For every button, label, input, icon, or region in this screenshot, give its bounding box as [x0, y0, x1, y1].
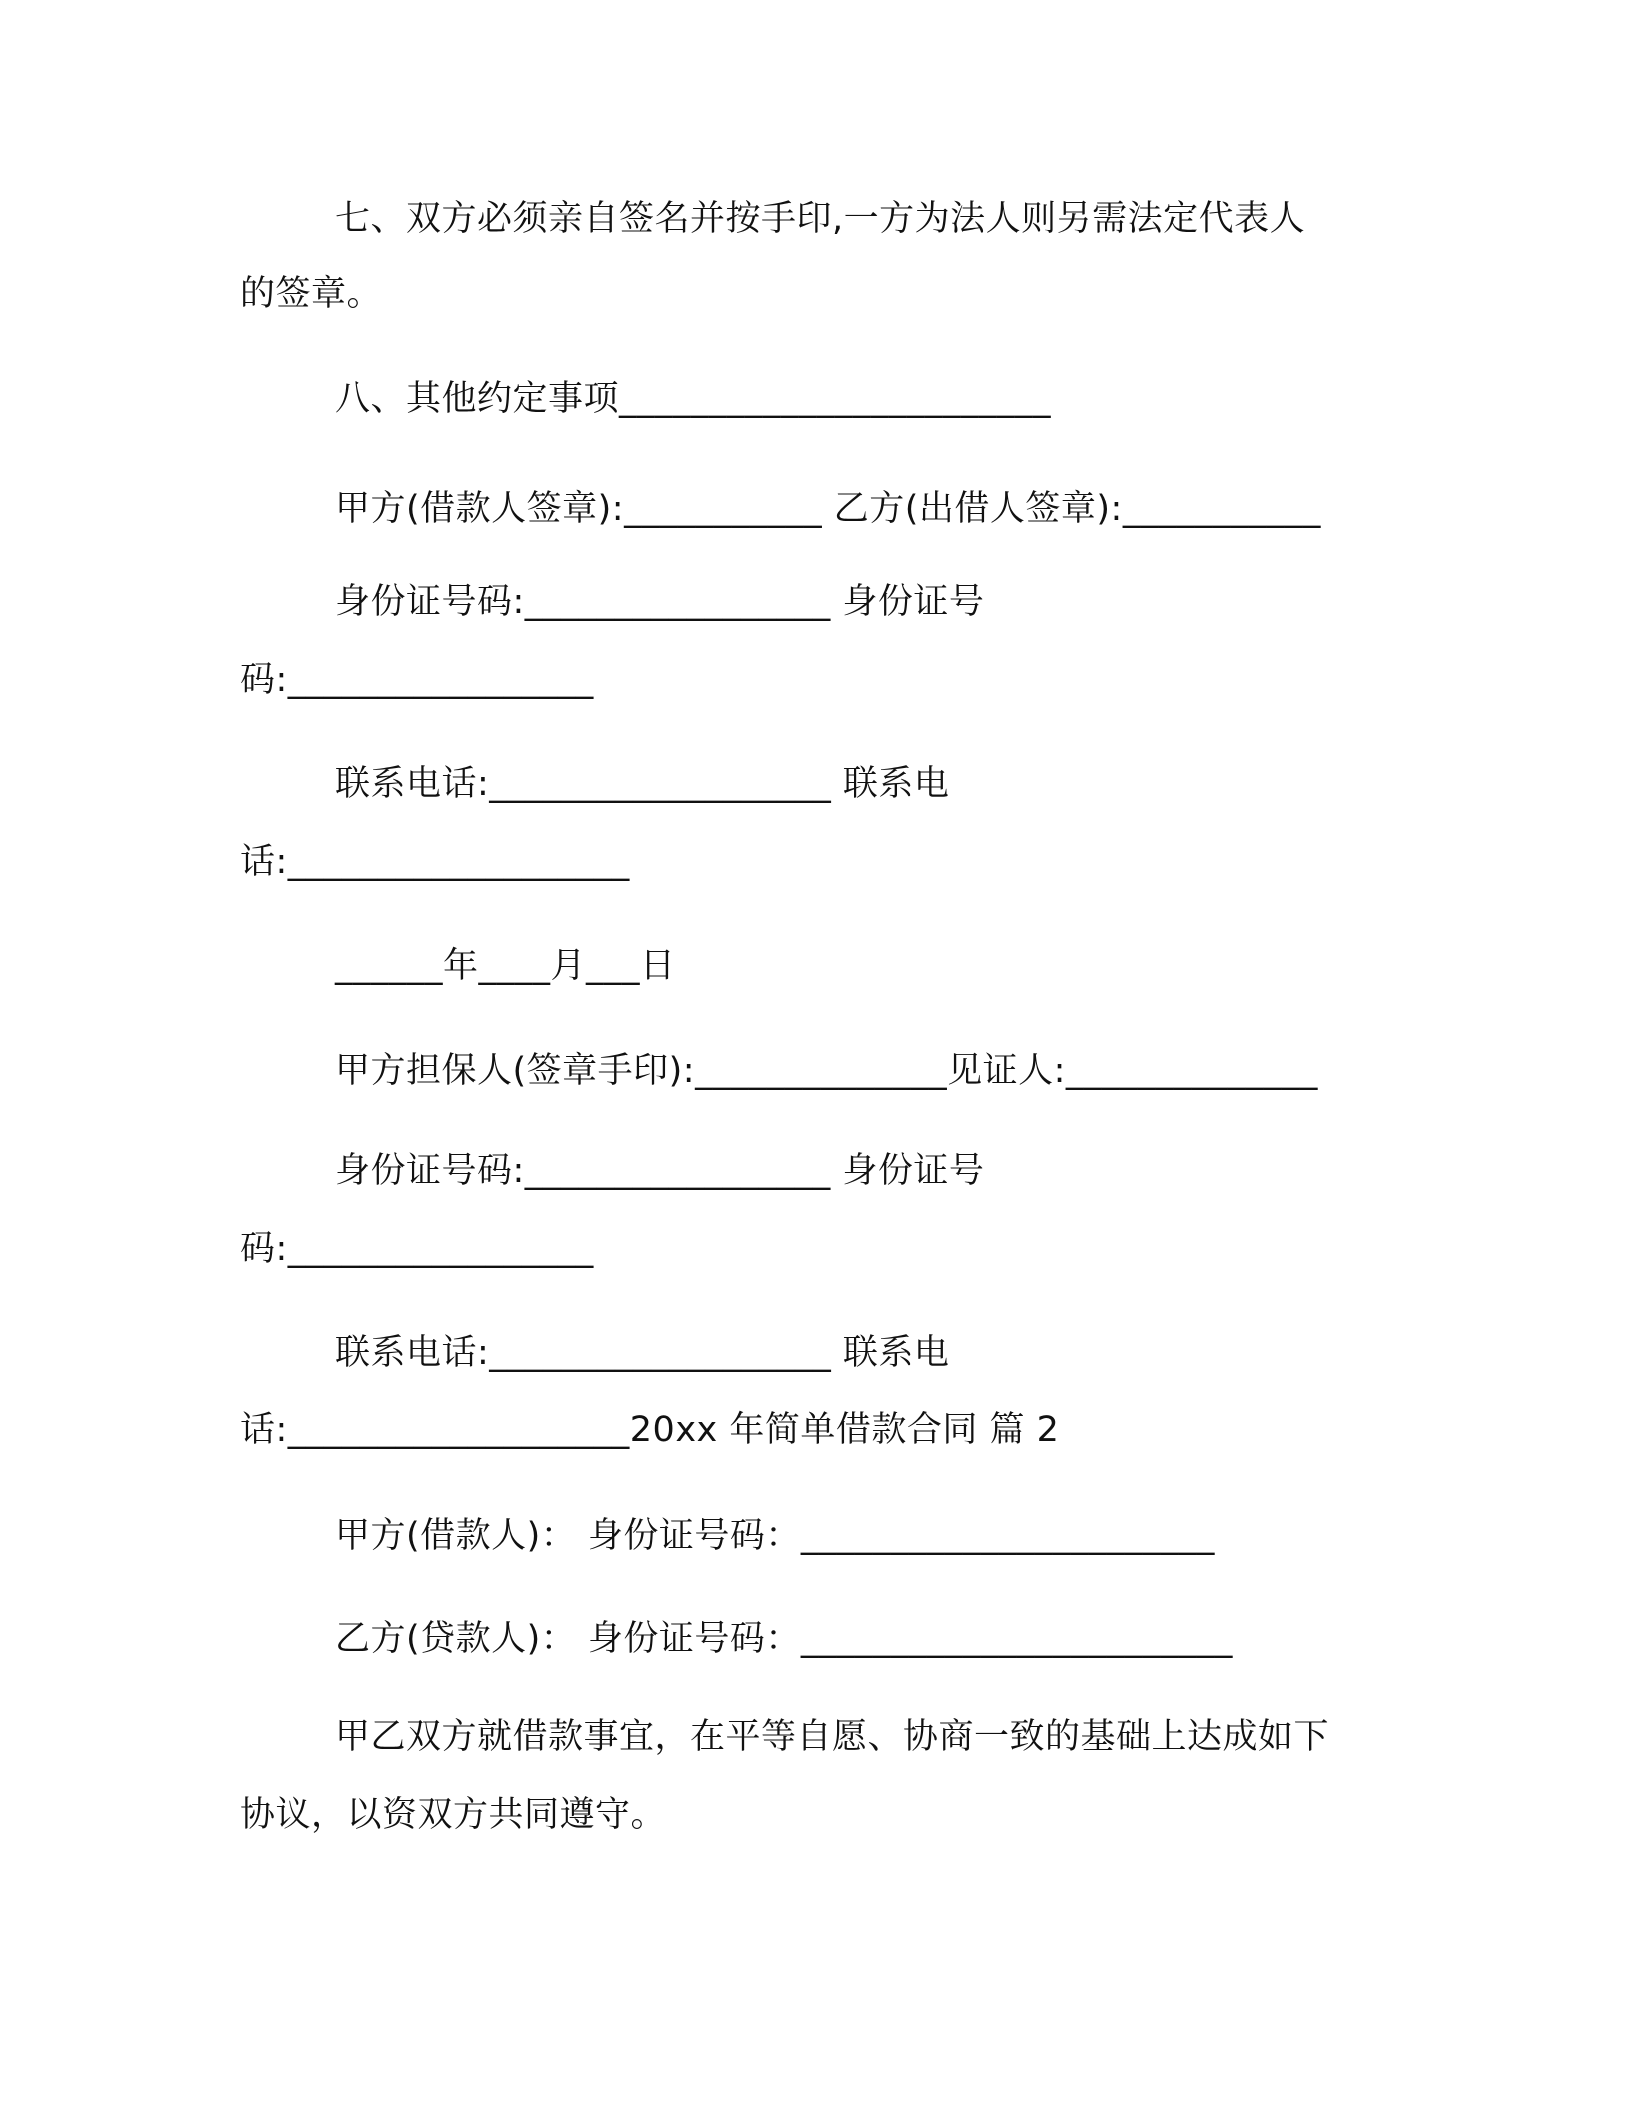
- phone-line-2-continued-with-heading: 话:___________________20xx 年简单借款合同 篇 2: [240, 1410, 1060, 1450]
- party-a-borrower-line: 甲方(借款人)： 身份证号码：_______________________: [335, 1516, 1215, 1556]
- clause-7-line-1: 七、双方必须亲自签名并按手印,一方为法人则另需法定代表人: [335, 199, 1306, 239]
- phone-line-1: 联系电话:___________________ 联系电: [335, 764, 950, 804]
- clause-8-other-terms: 八、其他约定事项________________________: [335, 379, 1052, 419]
- clause-7-line-2: 的签章。: [240, 274, 383, 314]
- party-b-lender-line: 乙方(贷款人)： 身份证号码：________________________: [335, 1619, 1233, 1659]
- agreement-intro-line-1: 甲乙双方就借款事宜，在平等自愿、协商一致的基础上达成如下: [335, 1717, 1330, 1757]
- id-number-line-1-continued: 码:_________________: [240, 660, 594, 700]
- guarantor-witness-line: 甲方担保人(签章手印):______________见证人:______________: [335, 1051, 1318, 1091]
- id-number-line-2: 身份证号码:_________________ 身份证号: [335, 1151, 985, 1191]
- signature-line-parties: 甲方(借款人签章):___________ 乙方(出借人签章):___________: [335, 489, 1321, 529]
- agreement-intro-line-2: 协议，以资双方共同遵守。: [240, 1795, 667, 1835]
- phone-line-1-continued: 话:___________________: [240, 842, 630, 882]
- phone-line-2: 联系电话:___________________ 联系电: [335, 1333, 950, 1373]
- id-number-line-2-continued: 码:_________________: [240, 1229, 594, 1269]
- id-number-line-1: 身份证号码:_________________ 身份证号: [335, 582, 985, 622]
- date-line: ______年____月___日: [335, 946, 676, 986]
